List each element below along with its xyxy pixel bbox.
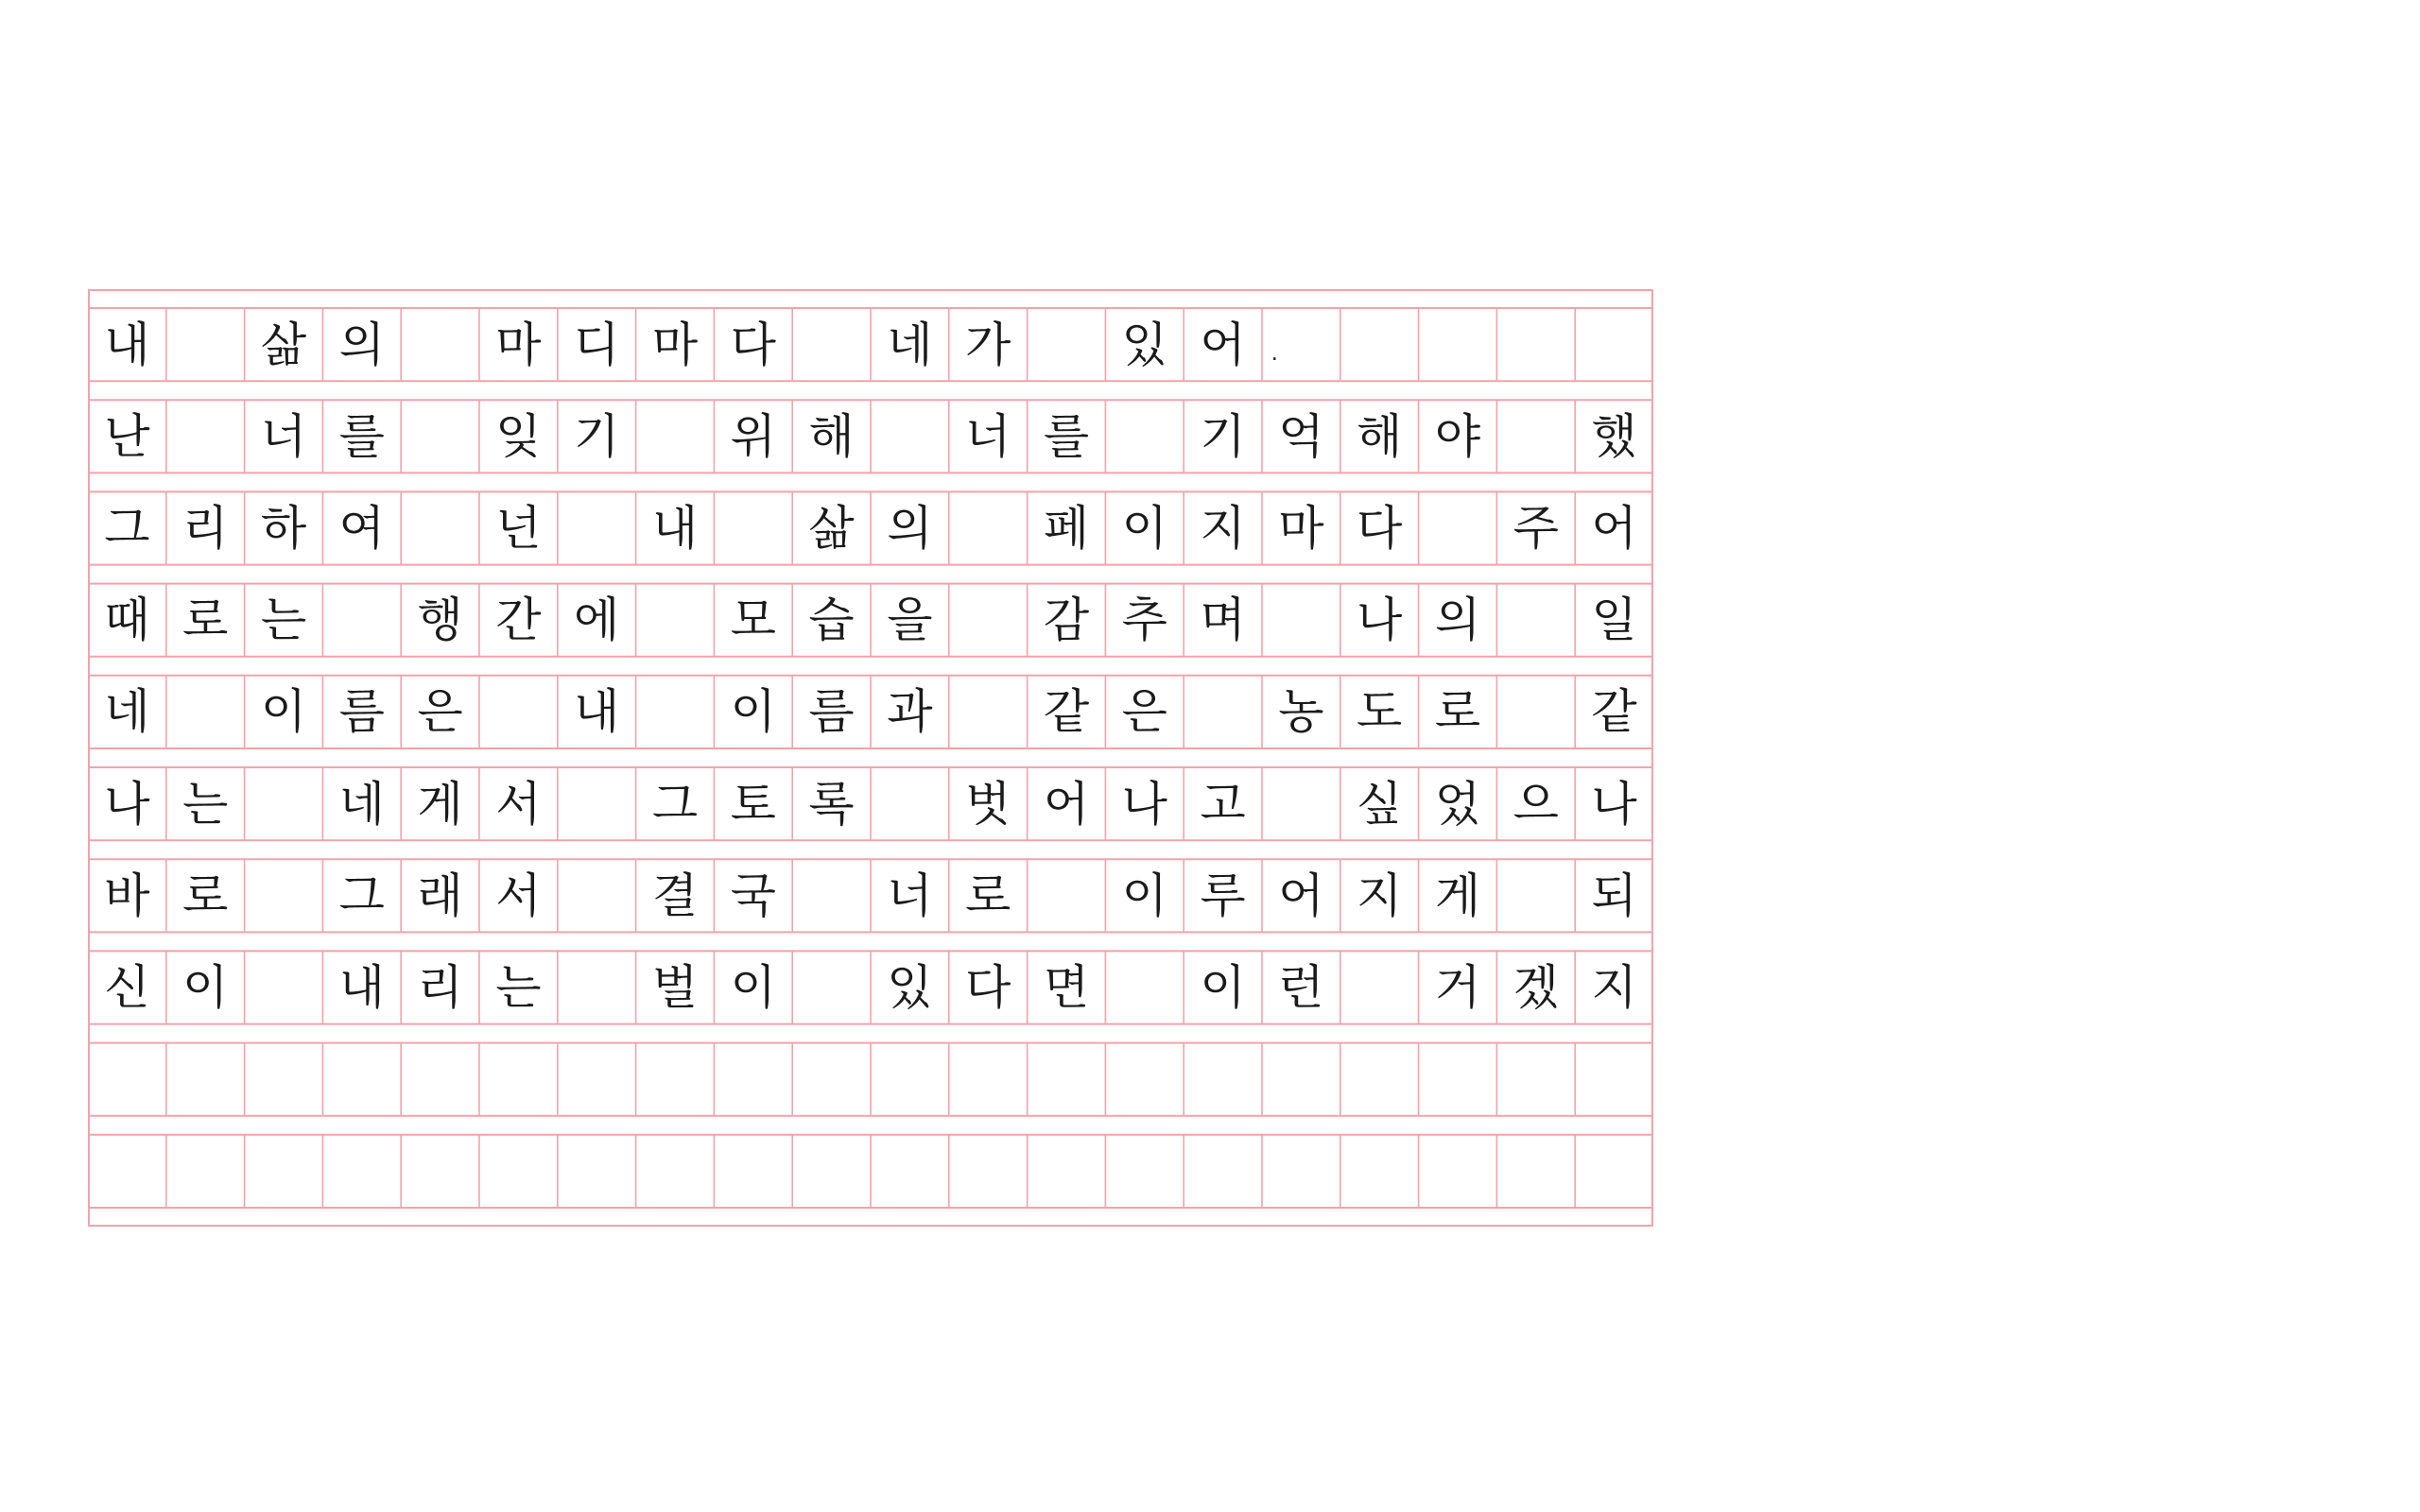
grid-cell-character — [1105, 951, 1184, 1023]
grid-cell-character — [322, 584, 401, 657]
grid-cell-character: 마 — [1278, 500, 1324, 556]
grid-cell-character: 리 — [417, 959, 463, 1015]
grid-cell-character: 이 — [730, 684, 776, 740]
grid-cell-character: 이 — [260, 684, 307, 740]
grid-cell-character — [949, 676, 1028, 748]
grid-cell-character: 그 — [338, 868, 385, 923]
grid-cell-character: 서 — [495, 868, 542, 923]
grid-cell-character: . — [1268, 318, 1282, 370]
grid-cell-character: 름 — [338, 684, 385, 740]
grid-cell-character: 내 — [338, 959, 385, 1015]
grid-cell-character: 넌 — [495, 500, 542, 556]
grid-cell-character: 리 — [182, 500, 229, 556]
grid-cell-character — [792, 308, 871, 381]
grid-cell-character: 주 — [1512, 500, 1559, 556]
grid-cell-character: 기 — [1200, 408, 1246, 464]
grid-cell-character: 를 — [1043, 408, 1090, 464]
grid-cell-character: 억 — [1278, 408, 1324, 464]
grid-cell-character: 가 — [965, 317, 1011, 372]
grid-cell-character: 내 — [651, 500, 699, 556]
grid-cell-character: 록 — [808, 776, 855, 832]
text-line — [88, 491, 1653, 564]
grid-cell-character: 겠 — [1512, 959, 1559, 1015]
grid-cell-character: 나 — [1121, 776, 1167, 832]
grid-cell-character: 다 — [1357, 500, 1403, 556]
text-line — [88, 1135, 1653, 1208]
grid-cell-character: 벗 — [965, 776, 1011, 832]
grid-cell-character — [558, 767, 636, 840]
grid-cell-character: 야 — [1434, 408, 1481, 464]
grid-cell-character: 결 — [651, 868, 699, 923]
grid-cell-character — [792, 859, 871, 932]
grid-cell-character — [636, 676, 715, 748]
grid-cell-character: 어 — [1591, 500, 1637, 556]
grid-cell-character: 토 — [730, 776, 776, 832]
grid-cell-character: 했 — [1591, 408, 1637, 464]
grid-cell-character: 바 — [104, 868, 150, 923]
grid-cell-character: 네 — [887, 317, 933, 372]
grid-cell-character: 일 — [1591, 593, 1637, 648]
text-line — [88, 308, 1653, 381]
grid-cell-character: 을 — [887, 593, 933, 648]
grid-cell-character: 어 — [1278, 868, 1324, 923]
grid-cell-character: 삶 — [260, 317, 307, 372]
grid-cell-character: 하 — [260, 500, 307, 556]
grid-cell-character: 이 — [1121, 500, 1167, 556]
grid-cell-character: 는 — [260, 593, 307, 648]
grid-cell-character: 너 — [965, 408, 1011, 464]
grid-cell-character — [949, 584, 1028, 657]
grid-cell-character — [245, 767, 323, 840]
grid-cell-character: 같 — [1043, 684, 1090, 740]
grid-cell-character — [166, 400, 245, 472]
grid-cell-character: 의 — [887, 500, 933, 556]
grid-cell-character: 거 — [1434, 959, 1481, 1015]
grid-cell-character: 추 — [1121, 593, 1167, 648]
grid-cell-character: 이 — [182, 959, 229, 1015]
manuscript-sheet — [88, 289, 1653, 1227]
grid-cell-character: 여 — [338, 500, 385, 556]
grid-cell-character: 습 — [808, 593, 855, 648]
grid-cell-character — [871, 767, 949, 840]
grid-cell-character: 에 — [574, 593, 620, 648]
grid-cell-character — [479, 676, 558, 748]
grid-cell-character — [1496, 859, 1575, 932]
grid-cell-character: 모 — [730, 593, 776, 648]
grid-cell-character — [558, 859, 636, 932]
text-line — [88, 1043, 1653, 1116]
grid-cell-character: 나 — [1357, 593, 1403, 648]
grid-cell-character: 로 — [965, 868, 1011, 923]
grid-cell-character: 벌 — [651, 959, 699, 1015]
grid-cell-character: 고 — [1200, 776, 1246, 832]
grid-cell-character — [1184, 676, 1262, 748]
grid-cell-character: 있 — [1121, 317, 1167, 372]
grid-cell-character — [401, 400, 479, 472]
grid-cell-character: 국 — [730, 868, 776, 923]
grid-cell-character: 으 — [1512, 776, 1559, 832]
grid-cell-character — [401, 491, 479, 564]
grid-cell-character: 행 — [417, 593, 463, 648]
grid-cell-character: 어 — [1043, 776, 1090, 832]
grid-cell-character: 내 — [104, 317, 150, 372]
grid-cell-character: 로 — [1434, 684, 1481, 740]
grid-cell-character — [714, 491, 792, 564]
text-line — [88, 859, 1653, 932]
grid-cell-character: 있 — [887, 959, 933, 1015]
grid-cell-character: 게 — [417, 776, 463, 832]
grid-cell-character: 게 — [1434, 868, 1481, 923]
grid-cell-character — [949, 491, 1028, 564]
grid-cell-character: 지 — [1591, 959, 1637, 1015]
grid-cell-character — [166, 676, 245, 748]
grid-cell-character — [1262, 584, 1340, 657]
grid-cell-character — [558, 951, 636, 1023]
grid-cell-character: 름 — [808, 684, 855, 740]
grid-cell-character: 다 — [730, 317, 776, 372]
grid-cell-character: 네 — [338, 776, 385, 832]
grid-cell-character: 싶 — [1357, 776, 1403, 832]
grid-cell-character: 은 — [417, 684, 463, 740]
grid-cell-character — [1262, 767, 1340, 840]
grid-cell-character: 같 — [1591, 684, 1637, 740]
grid-cell-character: 간 — [495, 593, 542, 648]
grid-cell-character: 기 — [574, 408, 620, 464]
grid-cell-character: 되 — [1591, 868, 1637, 923]
grid-cell-character: 지 — [1357, 868, 1403, 923]
grid-cell-character — [1105, 400, 1184, 472]
text-line — [88, 676, 1653, 748]
grid-cell-character: 다 — [965, 959, 1011, 1015]
grid-cell-character: 면 — [1043, 959, 1090, 1015]
grid-cell-character: 의 — [1434, 593, 1481, 648]
grid-cell-character: 위 — [730, 408, 776, 464]
grid-cell-character: 를 — [338, 408, 385, 464]
grid-cell-character: 이 — [730, 959, 776, 1015]
grid-cell-character: 페 — [1043, 500, 1090, 556]
grid-cell-character — [636, 400, 715, 472]
grid-cell-character — [792, 951, 871, 1023]
grid-cell-character — [1496, 676, 1575, 748]
grid-cell-character: 신 — [104, 959, 150, 1015]
grid-cell-character: 그 — [651, 776, 699, 832]
grid-cell-character — [166, 308, 245, 381]
grid-cell-character: 서 — [495, 776, 542, 832]
grid-cell-character: 었 — [1434, 776, 1481, 832]
grid-cell-character: 해 — [808, 408, 855, 464]
grid-cell-character — [871, 400, 949, 472]
grid-cell-character — [1340, 951, 1419, 1023]
grid-cell-character: 네 — [104, 684, 150, 740]
grid-cell-character: 는 — [182, 776, 229, 832]
grid-cell-character — [636, 584, 715, 657]
grid-cell-character: 며 — [1200, 593, 1246, 648]
grid-cell-character: 지 — [1200, 500, 1246, 556]
grid-cell-character: 는 — [495, 959, 542, 1015]
text-line — [88, 767, 1653, 840]
text-line — [88, 584, 1653, 657]
text-line — [88, 400, 1653, 472]
grid-cell-character — [1496, 400, 1575, 472]
grid-cell-character: 난 — [104, 408, 150, 464]
grid-cell-character — [558, 491, 636, 564]
grid-cell-character: 과 — [887, 684, 933, 740]
grid-cell-character: 나 — [104, 776, 150, 832]
grid-cell-character: 마 — [495, 317, 542, 372]
grid-cell-character: 이 — [1121, 868, 1167, 923]
grid-cell-character — [1028, 308, 1106, 381]
handwritten-text — [88, 289, 1653, 1227]
grid-cell-character — [245, 859, 323, 932]
grid-cell-character: 너 — [887, 868, 933, 923]
grid-cell-character: 루 — [1200, 868, 1246, 923]
grid-cell-character: 감 — [1043, 593, 1090, 648]
grid-cell-character: 은 — [1121, 684, 1167, 740]
grid-cell-character — [245, 951, 323, 1023]
grid-cell-character: 너 — [260, 408, 307, 464]
grid-cell-character: 마 — [651, 317, 699, 372]
grid-cell-character: 런 — [1278, 959, 1324, 1015]
grid-cell-character — [1419, 491, 1497, 564]
grid-cell-character: 디 — [574, 317, 620, 372]
grid-cell-character — [1496, 584, 1575, 657]
grid-cell-character: 도 — [1357, 684, 1403, 740]
grid-cell-character: 로 — [182, 868, 229, 923]
grid-cell-character: 로 — [182, 593, 229, 648]
grid-cell-character: 내 — [574, 684, 620, 740]
grid-cell-character: 래 — [417, 868, 463, 923]
grid-cell-character: 그 — [104, 500, 150, 556]
grid-cell-character: 삶 — [808, 500, 855, 556]
grid-cell-character: 때 — [104, 593, 150, 648]
text-line — [88, 951, 1653, 1023]
grid-cell-character: 이 — [1200, 959, 1246, 1015]
grid-cell-character: 잊 — [495, 408, 542, 464]
grid-cell-character: 농 — [1278, 684, 1324, 740]
grid-cell-character — [1028, 859, 1106, 932]
grid-cell-character: 나 — [1591, 776, 1637, 832]
grid-cell-character: 어 — [1200, 317, 1246, 372]
grid-cell-character: 해 — [1357, 408, 1403, 464]
grid-cell-character: 의 — [338, 317, 385, 372]
grid-cell-character — [401, 308, 479, 381]
